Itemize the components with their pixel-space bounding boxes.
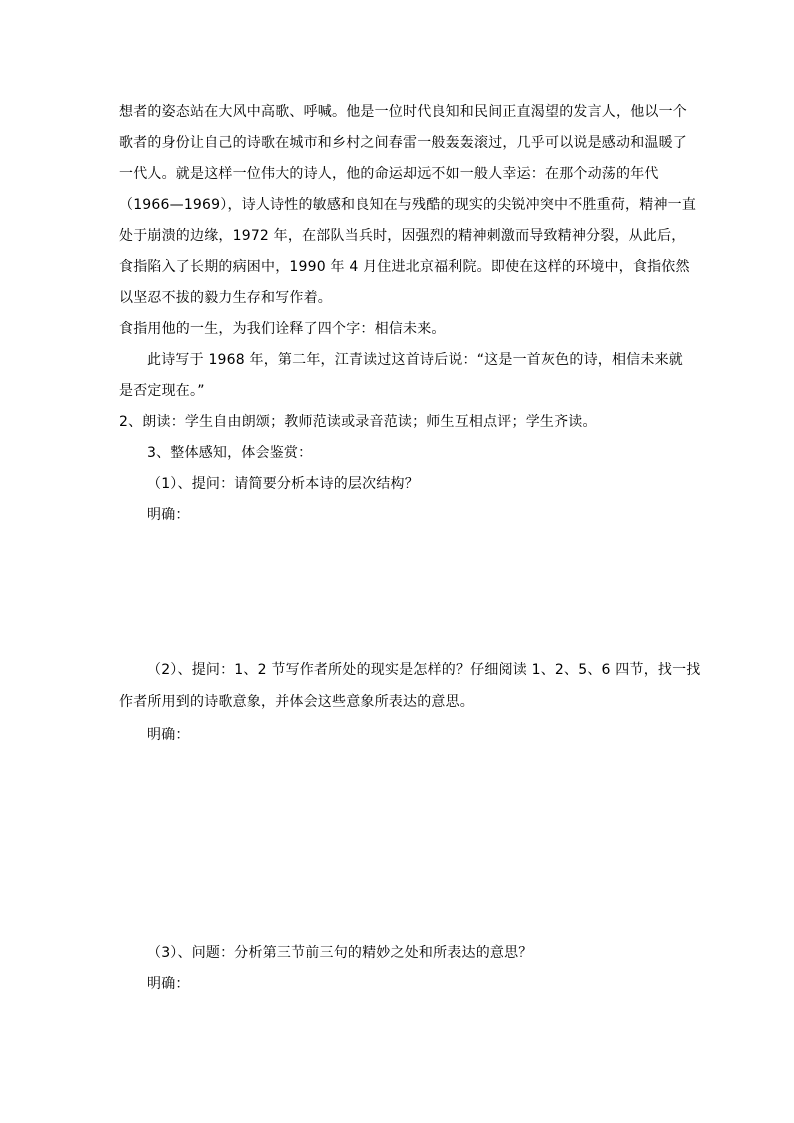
perception-step: 3、整体感知，体会鉴赏： bbox=[147, 445, 313, 461]
question-2-line-2: 作者所用到的诗歌意象，并体会这些意象所表达的意思。 bbox=[119, 694, 474, 710]
summary-line: 食指用他的一生，为我们诠释了四个字：相信未来。 bbox=[119, 321, 446, 337]
question-1-answer-label: 明确： bbox=[147, 507, 190, 523]
question-3-answer-label: 明确： bbox=[147, 976, 190, 992]
question-2-line-1: （2）、提问：1、2 节写作者所处的现实是怎样的？仔细阅读 1、2、5、6 四节，找一找 bbox=[147, 662, 701, 678]
question-3-prompt: （3）、问题：分析第三节前三句的精妙之处和所表达的意思？ bbox=[147, 945, 533, 961]
intro-line-2: 歌者的身份让自己的诗歌在城市和乡村之间春雷一般轰轰滚过，几乎可以说是感动和温暖了 bbox=[119, 135, 687, 151]
background-line-1: 此诗写于 1968 年，第二年，江青读过这首诗后说：“这是一首灰色的诗，相信未来就 bbox=[147, 352, 683, 368]
intro-line-5: 处于崩溃的边缘，1972 年，在部队当兵时，因强烈的精神刺激而导致精神分裂，从此后， bbox=[119, 228, 686, 244]
intro-line-1: 想者的姿态站在大风中高歌、呼喊。他是一位时代良知和民间正直渴望的发言人，他以一个 bbox=[119, 104, 687, 120]
question-2-answer-label: 明确： bbox=[147, 727, 190, 743]
intro-line-4: （1966—1969），诗人诗性的敏感和良知在与残酷的现实的尖锐冲突中不胜重荷，精神一直 bbox=[119, 197, 697, 213]
intro-line-6: 食指陷入了长期的病困中，1990 年 4 月住进北京福利院。即使在这样的环境中，食指依然 bbox=[119, 259, 690, 275]
background-line-2: 是否定现在。” bbox=[119, 383, 205, 399]
reading-step: 2、朗读：学生自由朗颂；教师范读或录音范读；师生互相点评；学生齐读。 bbox=[119, 414, 597, 430]
question-1-prompt: （1）、提问：请简要分析本诗的层次结构？ bbox=[147, 476, 419, 492]
intro-line-3: 一代人。就是这样一位伟大的诗人，他的命运却远不如一般人幸运：在那个动荡的年代 bbox=[119, 166, 659, 182]
intro-line-7: 以坚忍不拔的毅力生存和写作着。 bbox=[119, 290, 332, 306]
